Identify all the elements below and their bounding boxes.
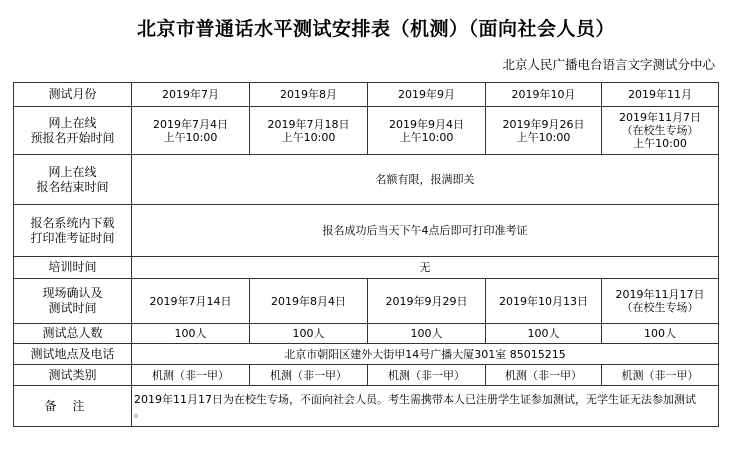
confirm-time-cell [602,279,719,324]
row-header: 测试月份 [14,83,132,107]
confirm-time-cell [368,279,486,324]
row-header [14,107,132,155]
cell-line: 上午10:00 [399,130,454,144]
location-cell: 北京市朝阳区建外大街甲14号广播大厦301室 85015215 [132,344,719,365]
cell-line: （在校生专场） [621,124,699,137]
page-title: 北京市普通话水平测试安排表（机测）（面向社会人员） [136,18,615,40]
cell-line: 2019年11月17日 [615,288,705,301]
page-subtitle: 北京人民广播电台语言文字测试分中心 [502,57,715,72]
row-header-line: 报名系统内下载 [30,215,115,230]
training-time-cell: 无 [132,257,719,279]
row-training-time [14,257,719,279]
category-cell: 机测（非一甲） [132,365,250,386]
cell-line: 2019年9月29日 [385,294,468,308]
cell-line: 2019年9月26日 [502,117,585,131]
remarks-cell [132,386,719,427]
cell-line: 2019年11月7日 [619,111,701,124]
row-header: 培训时间 [14,257,132,279]
row-header-line: 打印准考证时间 [30,230,115,245]
total-cell: 100人 [368,324,486,344]
cell-line: 上午10:00 [516,130,571,144]
month-cell: 2019年9月 [368,83,486,107]
row-test-month [14,83,719,107]
open-time-cell [250,107,368,155]
open-time-cell [368,107,486,155]
row-confirm-test-time [14,279,719,324]
row-header-line: 测试时间 [48,301,97,315]
row-remarks [14,386,719,427]
row-header [14,155,132,205]
row-header: 测试总人数 [14,324,132,344]
cell-line: 上午10:00 [163,130,218,144]
row-header-line: 报名结束时间 [36,179,109,194]
confirm-time-cell [486,279,602,324]
open-time-cell [602,107,719,155]
row-header-line: 网上在线 [48,115,97,130]
row-header-line: 预报名开始时间 [30,130,115,145]
row-ticket-download [14,205,719,257]
row-header: 备注 [14,386,132,427]
row-location-phone [14,344,719,365]
row-header [14,279,132,324]
cell-line: 2019年7月14日 [149,294,232,308]
remarks-line: 。 [134,406,145,419]
month-cell: 2019年11月 [602,83,719,107]
open-time-cell [486,107,602,155]
category-cell: 机测（非一甲） [368,365,486,386]
cell-line: 2019年8月4日 [271,294,346,308]
row-registration-open [14,107,719,155]
month-cell: 2019年8月 [250,83,368,107]
month-cell: 2019年7月 [132,83,250,107]
close-time-cell: 名额有限，报满即关 [132,155,719,205]
cell-line: 2019年10月13日 [499,294,588,308]
open-time-cell [132,107,250,155]
row-header [14,205,132,257]
schedule-table [13,82,719,427]
download-time-cell: 报名成功后当天下午4点后即可打印准考证 [132,205,719,257]
cell-line: 2019年7月18日 [267,117,350,131]
month-cell: 2019年10月 [486,83,602,107]
row-header: 测试类别 [14,365,132,386]
category-cell: 机测（非一甲） [486,365,602,386]
total-cell: 100人 [250,324,368,344]
total-cell: 100人 [602,324,719,344]
category-cell: 机测（非一甲） [602,365,719,386]
remarks-line: 2019年11月17日为在校生专场，不面向社会人员。考生需携带本人已注册学生证参加测试，无学生证无法参加测试 [134,393,696,406]
cell-line: （在校生专场） [621,301,699,314]
cell-line: 上午10:00 [633,137,687,150]
row-total-participants [14,324,719,344]
row-header: 测试地点及电话 [14,344,132,365]
total-cell: 100人 [486,324,602,344]
row-registration-close [14,155,719,205]
total-cell: 100人 [132,324,250,344]
cell-line: 上午10:00 [281,130,336,144]
confirm-time-cell [250,279,368,324]
category-cell: 机测（非一甲） [250,365,368,386]
row-header-line: 现场确认及 [42,286,103,300]
row-test-category [14,365,719,386]
confirm-time-cell [132,279,250,324]
row-header-line: 网上在线 [48,164,97,179]
cell-line: 2019年9月4日 [389,117,464,131]
cell-line: 2019年7月4日 [153,117,228,131]
